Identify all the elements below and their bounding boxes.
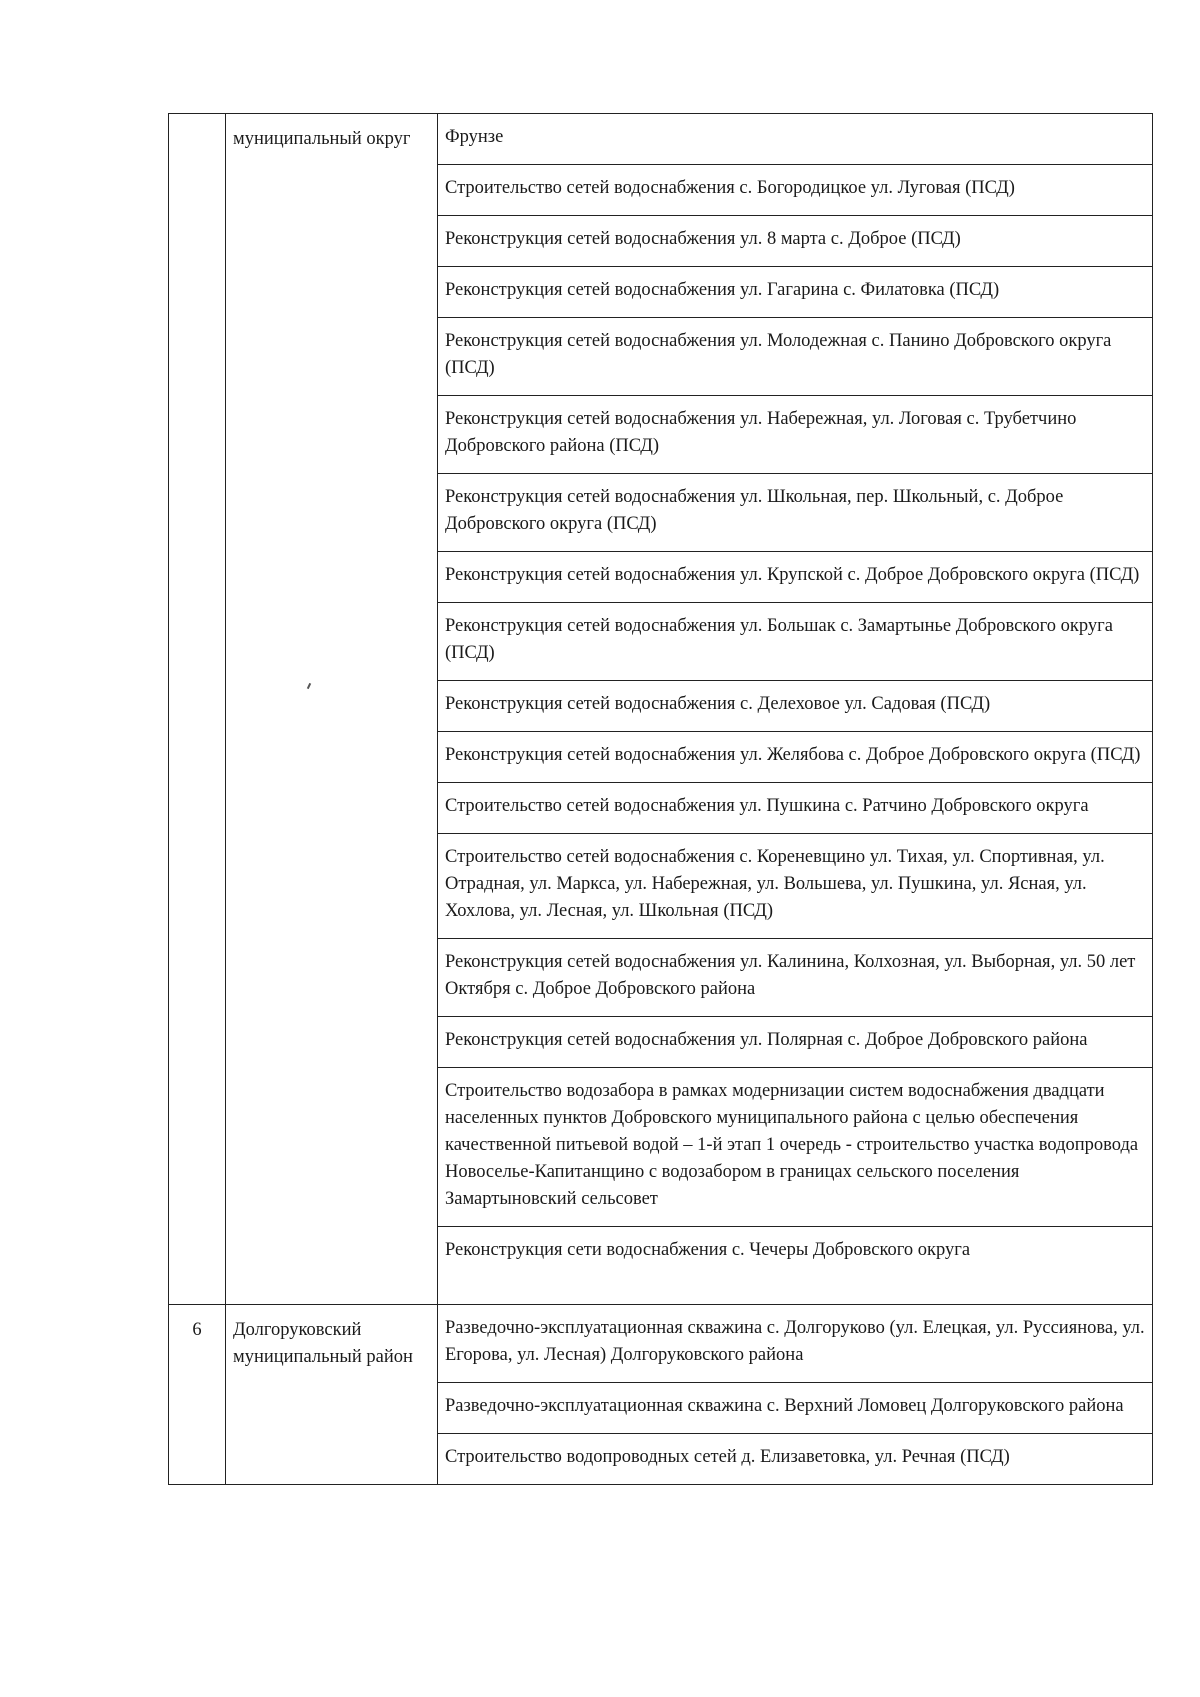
- objects-cell: [438, 1305, 1153, 1485]
- list-item: Строительство сетей водоснабжения ул. Пушкина с. Ратчино Добровского округа: [438, 783, 1152, 834]
- list-item: Строительство сетей водоснабжения с. Кореневщино ул. Тихая, ул. Спортивная, ул. Отрадная, ул. Маркса, ул. Набережная, ул. Вольшева, ул. Пушкина, ул. Ясная, ул. Хохлова, ул. Лесная, ул. Школьная (ПСД): [438, 834, 1152, 939]
- objects-cell: [438, 114, 1153, 1305]
- list-item: Реконструкция сетей водоснабжения ул. 8 марта с. Доброе (ПСД): [438, 216, 1152, 267]
- list-item: Реконструкция сетей водоснабжения ул. Калинина, Колхозная, ул. Выборная, ул. 50 лет Октября с. Доброе Добровского района: [438, 939, 1152, 1017]
- list-item: Реконструкция сетей водоснабжения ул. Молодежная с. Панино Добровского округа (ПСД): [438, 318, 1152, 396]
- water-supply-objects-table: [168, 113, 1153, 1485]
- list-item: Строительство водозабора в рамках модернизации систем водоснабжения двадцати населенных пунктов Добровского муниципального района с целью обеспечения качественной питьевой водой – 1-й этап 1 очередь - строительство участка водопровода Новоселье-Капитанщино с водозабором в границах сельского поселения Замартыновский сельсовет: [438, 1068, 1152, 1227]
- list-item: Реконструкция сетей водоснабжения с. Делеховое ул. Садовая (ПСД): [438, 681, 1152, 732]
- table-row: [169, 1305, 1153, 1485]
- list-item: Реконструкция сетей водоснабжения ул. Полярная с. Доброе Добровского района: [438, 1017, 1152, 1068]
- objects-list: [438, 114, 1152, 1304]
- municipality-name: Долгоруковский муниципальный район: [226, 1305, 438, 1485]
- row-number: 6: [169, 1305, 226, 1485]
- list-item: Реконструкция сетей водоснабжения ул. Большак с. Замартынье Добровского округа (ПСД): [438, 603, 1152, 681]
- list-item: Разведочно-эксплуатационная скважина с. Верхний Ломовец Долгоруковского района: [438, 1383, 1152, 1434]
- row-number: [169, 114, 226, 1305]
- list-item: Реконструкция сетей водоснабжения ул. Школьная, пер. Школьный, с. Доброе Добровского округа (ПСД): [438, 474, 1152, 552]
- table-row: [169, 114, 1153, 1305]
- list-item: Реконструкция сетей водоснабжения ул. Гагарина с. Филатовка (ПСД): [438, 267, 1152, 318]
- municipality-name: муниципальный округ: [226, 114, 438, 1305]
- list-item: Разведочно-эксплуатационная скважина с. Долгоруково (ул. Елецкая, ул. Руссиянова, ул. Егорова, ул. Лесная) Долгоруковского района: [438, 1305, 1152, 1383]
- list-item: Реконструкция сети водоснабжения с. Чечеры Добровского округа: [445, 1240, 971, 1260]
- objects-list: [438, 1305, 1152, 1484]
- list-item: Реконструкция сетей водоснабжения ул. Желябова с. Доброе Добровского округа (ПСД): [438, 732, 1152, 783]
- list-item: Строительство сетей водоснабжения с. Богородицкое ул. Луговая (ПСД): [438, 165, 1152, 216]
- list-item: Фрунзе: [438, 114, 1152, 165]
- list-item: Реконструкция сетей водоснабжения ул. Крупской с. Доброе Добровского округа (ПСД): [438, 552, 1152, 603]
- list-item: Реконструкция сетей водоснабжения ул. Набережная, ул. Логовая с. Трубетчино Добровского района (ПСД): [438, 396, 1152, 474]
- list-item: Строительство водопроводных сетей д. Елизаветовка, ул. Речная (ПСД): [445, 1447, 1010, 1467]
